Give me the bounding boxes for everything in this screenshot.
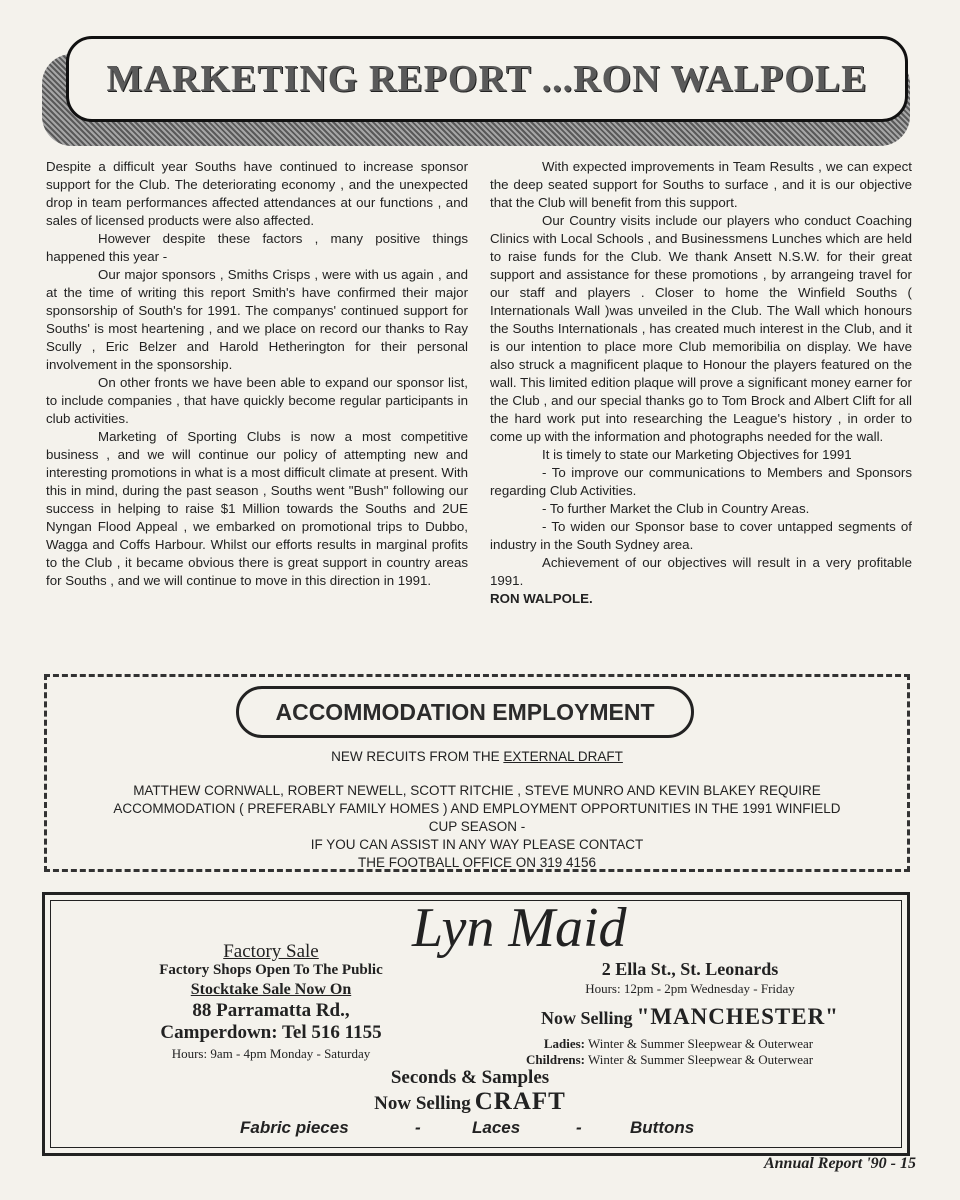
factory-hours: Hours: 9am - 4pm Monday - Saturday <box>171 1046 371 1061</box>
article-paragraph: With expected improvements in Team Results , we can expect the deep seated support for Souths to surface , and it is our objective that the Club will benefit from this support. <box>490 159 912 210</box>
craft-separator: - <box>415 1118 421 1137</box>
st-leonards-hours: Hours: 12pm - 2pm Wednesday - Friday <box>585 981 795 996</box>
objective-item: - To widen our Sponsor base to cover untapped segments of industry in the South Sydney area. <box>490 519 912 552</box>
page-title: MARKETING REPORT ...RON WALPOLE <box>106 58 868 100</box>
article-left-column <box>46 158 468 590</box>
objective-item: - To improve our communications to Members and Sponsors regarding Club Activities. <box>490 465 912 498</box>
article-right-column <box>490 158 912 608</box>
childrens-label: Childrens: <box>526 1052 585 1067</box>
ladies-label: Ladies: <box>543 1036 585 1051</box>
article-paragraph: Despite a difficult year Souths have continued to increase sponsor support for the Club. The deteriorating economy , and the unexpected drop in team performances affected attendances at our functions , and sales of licensed products were also affected. <box>46 159 468 228</box>
childrens-line <box>515 1052 895 1068</box>
objective-item: - To further Market the Club in Country Areas. <box>542 501 810 516</box>
article-paragraph: Our Country visits include our players who conduct Coaching Clinics with Local Schools , and Businessmens Lunches which are held to raise funds for the Club. We thank Ansett N.S.W. for their great support and assistance for these promotions , by arrangeing travel for our staff and players . Closer to home the Winfield Souths ( Internationals Wall )was unveiled in the Club. The Wall which honours the Souths Internationals , has created much interest in the Club, and it is our intention to place more Club memoribilia on display. We have also struck a magnificent plaque to Honour the players featured on the wall. This limited edition plaque will prove a significant money earner for the Club , and our special thanks go to Tom Brock and Albert Clift for all the hard work put into researching the League's history , in order to come up with the information and photographs needed for the wall. <box>490 213 912 444</box>
craft-item: CRAFT <box>474 1088 566 1115</box>
accommodation-line: CUP SEASON - <box>428 819 526 834</box>
childrens-text: Winter & Summer Sleepwear & Outerwear <box>588 1052 814 1067</box>
subheading-prefix: NEW RECUITS FROM THE <box>331 749 500 764</box>
address-line-1: 88 Parramatta Rd., <box>192 1000 350 1021</box>
craft-item-fabric: Fabric pieces <box>240 1118 349 1137</box>
craft-line <box>300 1088 640 1116</box>
author-signature: RON WALPOLE. <box>490 591 593 606</box>
ladies-line <box>515 1036 895 1052</box>
subheading-underlined: EXTERNAL DRAFT <box>503 749 623 764</box>
article-paragraph: Achievement of our objectives will result in a very profitable 1991. <box>490 555 912 588</box>
page-footer: Annual Report '90 - 15 <box>763 1155 916 1172</box>
article-paragraph: On other fronts we have been able to expand our sponsor list, to include companies , that have quickly become regular participants in club activities. <box>46 375 468 426</box>
objectives-intro: It is timely to state our Marketing Objectives for 1991 <box>542 447 852 462</box>
manchester-item: "MANCHESTER" <box>636 1004 839 1029</box>
craft-prefix: Now Selling <box>374 1093 471 1114</box>
seconds-samples-line: Seconds & Samples <box>390 1067 550 1088</box>
brand-logo: Lyn Maid <box>412 897 627 959</box>
article-paragraph: However despite these factors , many positive things happened this year - <box>46 231 468 264</box>
accommodation-line: IF YOU CAN ASSIST IN ANY WAY PLEASE CONTACT <box>310 837 644 852</box>
craft-item-laces: Laces <box>472 1118 521 1137</box>
manchester-line <box>470 1004 910 1030</box>
accommodation-line: MATTHEW CORNWALL, ROBERT NEWELL, SCOTT RITCHIE , STEVE MUNRO AND KEVIN BLAKEY REQUIRE <box>133 783 821 798</box>
accommodation-subheading <box>46 749 908 764</box>
craft-item-buttons: Buttons <box>630 1118 695 1137</box>
stocktake-line: Stocktake Sale Now On <box>190 981 352 998</box>
manchester-prefix: Now Selling <box>541 1008 633 1028</box>
article-paragraph: Our major sponsors , Smiths Crisps , were with us again , and at the time of writing this report Smith's have confirmed their major sponsorship of South's for 1991. The companys' continued support for Souths' is most heartening , and we place on record our thanks to Ray Scully , Eric Belzer and Harold Hetherington for their personal involvement in the sponsorship. <box>46 267 468 372</box>
factory-shops-line: Factory Shops Open To The Public <box>159 962 383 978</box>
address-line-2: Camperdown: Tel 516 1155 <box>160 1022 382 1043</box>
factory-sale-heading: Factory Sale <box>223 941 319 962</box>
accommodation-title: ACCOMMODATION EMPLOYMENT <box>236 686 694 738</box>
article-paragraph: Marketing of Sporting Clubs is now a most competitive business , and we will continue our policy of attempting new and interesting promotions in what is a most difficult climate at present. With this in mind, during the past season , Souths went "Bush" following our success in helping to raise $1 Million towards the Souths and 2UE Nyngan Flood Appeal , we embarked on promotional trips to Dubbo, Wagga and Coffs Harbour. Whilst our efforts results in marginal profits to the Club , it became obvious there is great support in country areas for Souths , and we will continue to move in this direction in 1991. <box>46 429 468 588</box>
accommodation-line: THE FOOTBALL OFFICE ON 319 4156 <box>357 855 597 870</box>
accommodation-body <box>46 782 908 872</box>
title-banner <box>66 36 908 122</box>
accommodation-line: ACCOMMODATION ( PREFERABLY FAMILY HOMES ) AND EMPLOYMENT OPPORTUNITIES IN THE 1991 WINFIELD <box>113 801 841 816</box>
st-leonards-address: 2 Ella St., St. Leonards <box>601 959 779 979</box>
craft-separator: - <box>576 1118 582 1137</box>
ladies-text: Winter & Summer Sleepwear & Outerwear <box>588 1036 814 1051</box>
